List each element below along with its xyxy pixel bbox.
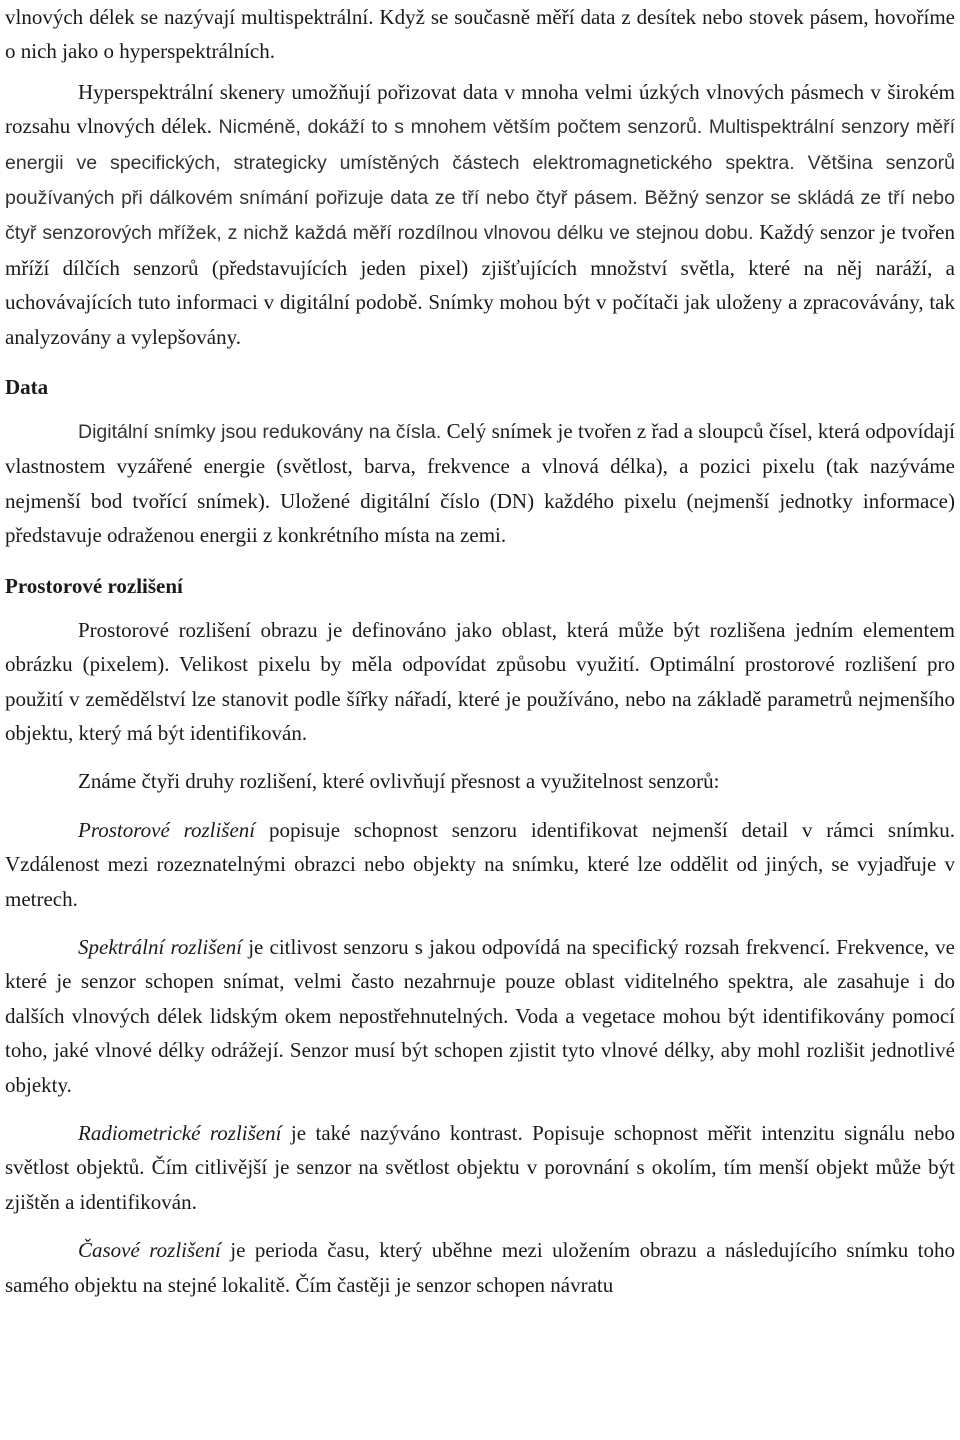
section-heading-spatial-resolution: Prostorové rozlišení [5,573,183,598]
data-paragraph-sans: Digitální snímky jsou redukovány na čísla. [78,421,442,444]
spectral-resolution-text: je citlivost senzoru s jakou odpovídá na specifický rozsah frekvencí. Frekvence, ve které je senzor schopen snímat, velmi často nezahrnuje pouze oblast viditelného spektra, ale zasahuje i do dalších vlnových délek lidským okem nepostřehnutelných. Voda a vegetace mohou být identifikovány pomocí toho, jaké vlnové délky odrážejí. Senzor musí být schopen zjistit tyto vlnové délky, aby mohl rozlišit jednotlivé objekty. [5,934,955,1097]
document-page [5,0,955,1302]
spatial-resolution-text: popisuje schopnost senzoru identifikovat nejmenší detail v rámci snímku. Vzdálenost mezi rozeznatelnými obrazci nebo objekty na snímku, které lze oddělit od jiných, se vyjadřuje v metrech. [5,817,956,911]
temporal-resolution-definition [5,1233,955,1302]
temporal-resolution-text: je perioda času, který uběhne mezi uložením obrazu a následujícího snímku toho samého objektu na stejné lokalitě. Čím častěji je senzor schopen návratu [5,1238,955,1297]
intro-paragraph-2-sans-b: Běžný senzor se skládá ze tří nebo čtyř senzorových mřížek, z nichž každá měří rozdílnou vlnovou délku ve stejnou dobu. [5,187,956,245]
term-spatial-resolution: Prostorové rozlišení [78,817,256,842]
spatial-paragraph-1: Prostorové rozlišení obrazu je definováno jako oblast, která může být rozlišena jedním elementem obrázku (pixelem). Velikost pixelu by měla odpovídat způsobu využití. Optimální prostorové rozlišení pro použití v zemědělství lze stanovit podle šířky nářadí, které je používáno, nebo na základě parametrů nejmenšího objektu, který má být identifikován. [5,617,955,745]
intro-paragraph-2 [5,75,955,354]
intro-paragraph-2-sans: Nicméně, dokáží to s mnohem větším počtem senzorů. Multispektrální senzory měří energii ve specifických, strategicky umístěných částech elektromagnetického spektra. Většina senzorů používaných při dálkovém snímání pořizuje data ze tří nebo čtyř pásem. [5,116,955,210]
intro-paragraph-2-serif-b: Každý senzor je tvořen mříží dílčích senzorů (představujících jeden pixel) zjišťujících množství světla, které na něj naráží, a uchovávajících tuto informaci v digitální podobě. Snímky mohou být v počítači jak uloženy a zpracovávány, tak analyzovány a vylepšovány. [5,220,955,349]
data-paragraph [5,414,955,553]
spatial-paragraph-2: Známe čtyři druhy rozlišení, které ovlivňují přesnost a využitelnost senzorů: [78,769,720,794]
section-heading-data: Data [5,375,49,400]
radiometric-resolution-text: je také nazýváno kontrast. Popisuje schopnost měřit intenzitu signálu nebo světlost objektů. Čím citlivější je senzor na světlost objektu v porovnání s okolím, tím menší objekt může být zjištěn a identifikován. [5,1120,956,1214]
intro-paragraph-1: vlnových délek se nazývají multispektrální. Když se současně měří data z desítek nebo stovek pásem, hovoříme o nich jako o hyperspektrálních. [5,5,955,64]
intro-paragraph-2-serif: Hyperspektrální skenery umožňují pořizovat data v mnoha velmi úzkých vlnových pásmech v širokém rozsahu vlnových délek. [5,79,955,139]
data-paragraph-serif: Celý snímek je tvořen z řad a sloupců čísel, která odpovídají vlastnostem vyzářené energie (světlost, barva, frekvence a vlnová délka), a pozici pixelu (tak nazýváme nejmenší bod tvořící snímek). Uložené digitální číslo (DN) každého pixelu (nejmenší jednotky informace) představuje odraženou energii z konkrétního místa na zemi. [5,419,955,548]
spatial-resolution-definition [5,813,955,916]
radiometric-resolution-definition [5,1116,955,1219]
term-spectral-resolution: Spektrální rozlišení [78,934,243,959]
term-temporal-resolution: Časové rozlišení [78,1238,221,1263]
term-radiometric-resolution: Radiometrické rozlišení [78,1120,282,1145]
spectral-resolution-definition [5,930,955,1102]
